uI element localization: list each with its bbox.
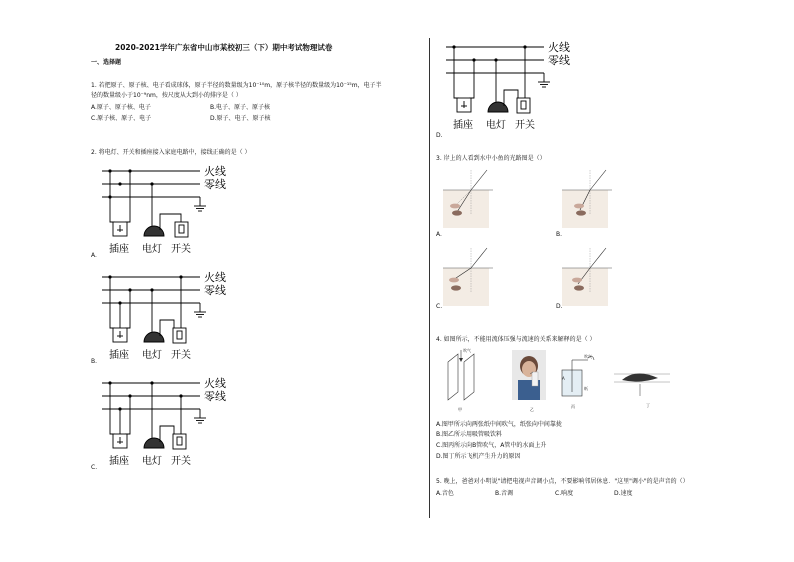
q5-option-c: C.响度	[555, 490, 574, 497]
fish-figure-b	[562, 168, 622, 234]
caption-yi: 乙	[530, 407, 534, 412]
question-2-stem: 2. 将电灯、开关和插座接入家庭电路中，接线正确的是（ ）	[91, 149, 251, 156]
circuit-diagram-d	[440, 38, 590, 134]
fish-figure-a	[443, 168, 503, 234]
lamp-label: 电灯	[486, 120, 506, 131]
question-4-stem: 4. 如图所示，不能用流体压强与流速的关系来解释的是（ ）	[436, 336, 596, 343]
airfoil-figure	[612, 360, 672, 408]
question-1-line-1: 1. 若把原子、原子核、电子看成球体，原子半径的数量级为10⁻¹⁰m，原子核半径的数量级为10⁻¹⁵m，电子半	[91, 82, 382, 89]
q5-option-a: A.音色	[436, 490, 454, 497]
circuit-diagram-b	[96, 268, 246, 364]
tube-label-a: A	[562, 376, 565, 381]
question-5-stem: 5. 晚上，爸爸对小明说"请把电视声音调小点，不要影响邻居休息．"这里"调小"的是声音的（）	[436, 478, 689, 485]
child-drinking-photo	[512, 350, 546, 404]
q5-option-b: B.音调	[495, 490, 514, 497]
tube-paper-label: 纸	[584, 386, 588, 391]
question-1-line-2: 径的数量级小于10⁻⁹nm，按尺度从大到小的排序是（ ）	[91, 92, 242, 99]
switch-label: 开关	[171, 350, 191, 361]
live-wire-label: 火线	[204, 165, 226, 178]
q2-option-a-label: A.	[91, 252, 97, 259]
neutral-wire-label: 零线	[204, 178, 226, 191]
paper-title: 2020-2021学年广东省中山市某校初三（下）期中考试物理试卷	[115, 43, 333, 52]
caption-ding: 丁	[646, 403, 650, 408]
q2-option-b-label: B.	[91, 358, 98, 365]
paper-blow-text: 吹气	[463, 348, 471, 353]
fish-figure-d	[562, 246, 622, 312]
q4-option-c: C.图丙所示向B管吹气，A管中的水面上升	[436, 442, 547, 449]
lamp-label: 电灯	[142, 350, 162, 361]
neutral-wire-label: 零线	[204, 390, 226, 403]
circuit-diagram-a	[96, 162, 246, 258]
q2-option-c-label: C.	[91, 464, 98, 471]
q1-option-d: D.原子、电子、原子核	[210, 115, 271, 122]
switch-label: 开关	[515, 120, 535, 131]
q3-option-a-label: A.	[436, 231, 442, 238]
q3-option-b-label: B.	[556, 231, 563, 238]
caption-bing: 丙	[571, 404, 575, 409]
q5-option-d: D.速度	[614, 490, 633, 497]
question-3-stem: 3. 岸上的人看到水中小鱼的光路图是（）	[436, 155, 546, 162]
live-wire-label: 火线	[204, 377, 226, 390]
live-wire-label: 火线	[204, 271, 226, 284]
q2-option-d-label: D.	[436, 132, 443, 139]
section-heading: 一、选择题	[91, 59, 122, 66]
lamp-label: 电灯	[142, 456, 162, 467]
circuit-diagram-c	[96, 374, 246, 470]
socket-label: 插座	[109, 456, 129, 467]
socket-label: 插座	[109, 350, 129, 361]
q4-option-b: B.图乙所示用吸管吸饮料	[436, 431, 503, 438]
live-wire-label: 火线	[548, 41, 570, 54]
q4-option-a: A.图甲所示向两张纸中间吹气，纸张向中间靠拢	[436, 421, 562, 428]
caption-jia: 甲	[458, 407, 462, 412]
socket-label: 插座	[453, 120, 473, 131]
q1-option-c: C.原子核、原子、电子	[91, 115, 152, 122]
lamp-label: 电灯	[142, 244, 162, 255]
column-divider	[429, 38, 430, 518]
switch-label: 开关	[171, 244, 191, 255]
paper-blow-figure	[442, 346, 488, 408]
neutral-wire-label: 零线	[204, 284, 226, 297]
q3-option-d-label: D.	[556, 303, 563, 310]
socket-label: 插座	[109, 244, 129, 255]
q1-option-b: B.电子、原子、原子核	[210, 104, 271, 111]
q4-option-d: D.图丁所示飞机产生升力的原因	[436, 453, 521, 460]
switch-label: 开关	[171, 456, 191, 467]
q1-option-a: A.原子、原子核、电子	[91, 104, 151, 111]
neutral-wire-label: 零线	[548, 54, 570, 67]
fish-figure-c	[443, 246, 503, 312]
tube-blow-label: 吹气	[584, 354, 592, 359]
q3-option-c-label: C.	[436, 303, 443, 310]
